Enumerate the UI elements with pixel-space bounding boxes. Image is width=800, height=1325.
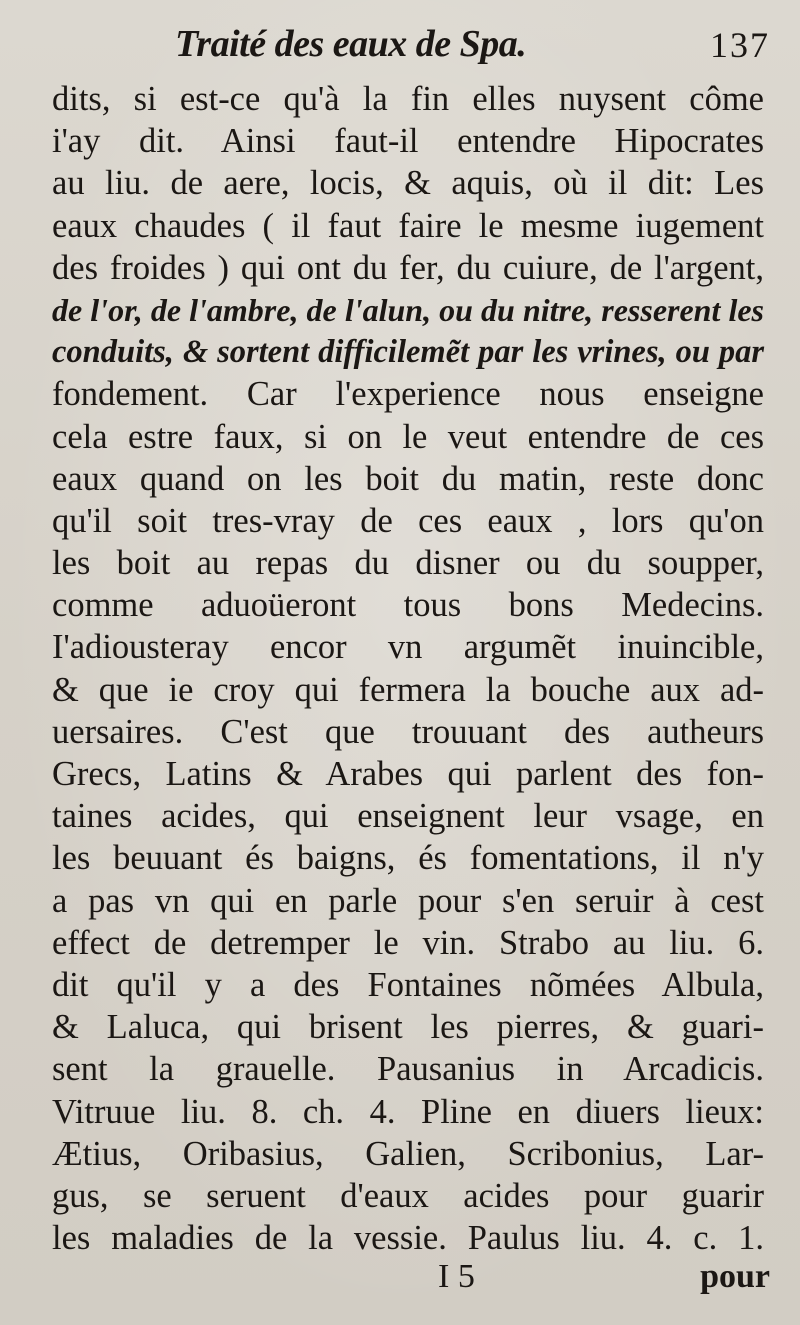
text-line-italic: conduits, & sortent difficilemẽt par les vrines, ou par bbox=[52, 334, 764, 371]
text-line: i'ay dit. Ainsi faut-il entendre Hipocrates bbox=[52, 122, 764, 161]
text-line: gus, se seruent d'eaux acides pour guarir bbox=[52, 1176, 764, 1215]
text-line: effect de detremper le vin. Strabo au liu. 6. bbox=[52, 923, 764, 962]
body-text bbox=[52, 78, 764, 1259]
text-line: fondement. Car l'experience nous enseigne bbox=[52, 375, 764, 414]
text-line: dit qu'il y a des Fontaines nõmées Albula, bbox=[52, 965, 764, 1004]
page-header bbox=[60, 22, 770, 72]
text-line: eaux quand on les boit du matin, reste donc bbox=[52, 459, 764, 498]
text-line: Grecs, Latins & Arabes qui parlent des fon- bbox=[52, 755, 764, 793]
text-line: taines acides, qui enseignent leur vsage, en bbox=[52, 797, 764, 836]
text-line: des froides ) qui ont du fer, du cuiure, de l'argent, bbox=[52, 248, 764, 287]
running-title: Traité des eaux de Spa. bbox=[175, 23, 527, 65]
text-line: sent la grauelle. Pausanius in Arcadicis. bbox=[52, 1050, 764, 1089]
text-line: qu'il soit tres-vray de ces eaux , lors qu'on bbox=[52, 501, 764, 540]
text-line: au liu. de aere, locis, & aquis, où il dit: Les bbox=[52, 164, 764, 203]
catchword: pour bbox=[700, 1258, 770, 1295]
text-line: Vitruue liu. 8. ch. 4. Pline en diuers lieux: bbox=[52, 1092, 764, 1131]
text-line: dits, si est-ce qu'à la fin elles nuysent côme bbox=[52, 80, 764, 118]
text-line: a pas vn qui en parle pour s'en seruir à cest bbox=[52, 881, 764, 920]
text-line-italic: de l'or, de l'ambre, de l'alun, ou du nitre, resserent les bbox=[52, 291, 764, 328]
text-line: I'adiousteray encor vn argumẽt inuincible, bbox=[52, 628, 764, 667]
page-number: 137 bbox=[710, 25, 770, 65]
text-line: & que ie croy qui fermera la bouche aux ad- bbox=[52, 670, 764, 709]
text-line: les maladies de la vessie. Paulus liu. 4. c. 1. bbox=[52, 1219, 764, 1258]
text-line: cela estre faux, si on le veut entendre de ces bbox=[52, 417, 764, 456]
text-line: eaux chaudes ( il faut faire le mesme iugement bbox=[52, 206, 764, 245]
text-line: les beuuant és baigns, és fomentations, il n'y bbox=[52, 839, 764, 878]
text-line: comme aduoüeront tous bons Medecins. bbox=[52, 586, 764, 625]
signature-mark: I 5 bbox=[438, 1258, 475, 1295]
text-line: les boit au repas du disner ou du soupper, bbox=[52, 544, 764, 583]
text-line: uersaires. C'est que trouuant des autheurs bbox=[52, 712, 764, 751]
text-line: Ætius, Oribasius, Galien, Scribonius, Lar- bbox=[52, 1134, 764, 1173]
page-footer bbox=[60, 1258, 770, 1302]
text-line: & Laluca, qui brisent les pierres, & guari- bbox=[52, 1008, 764, 1047]
